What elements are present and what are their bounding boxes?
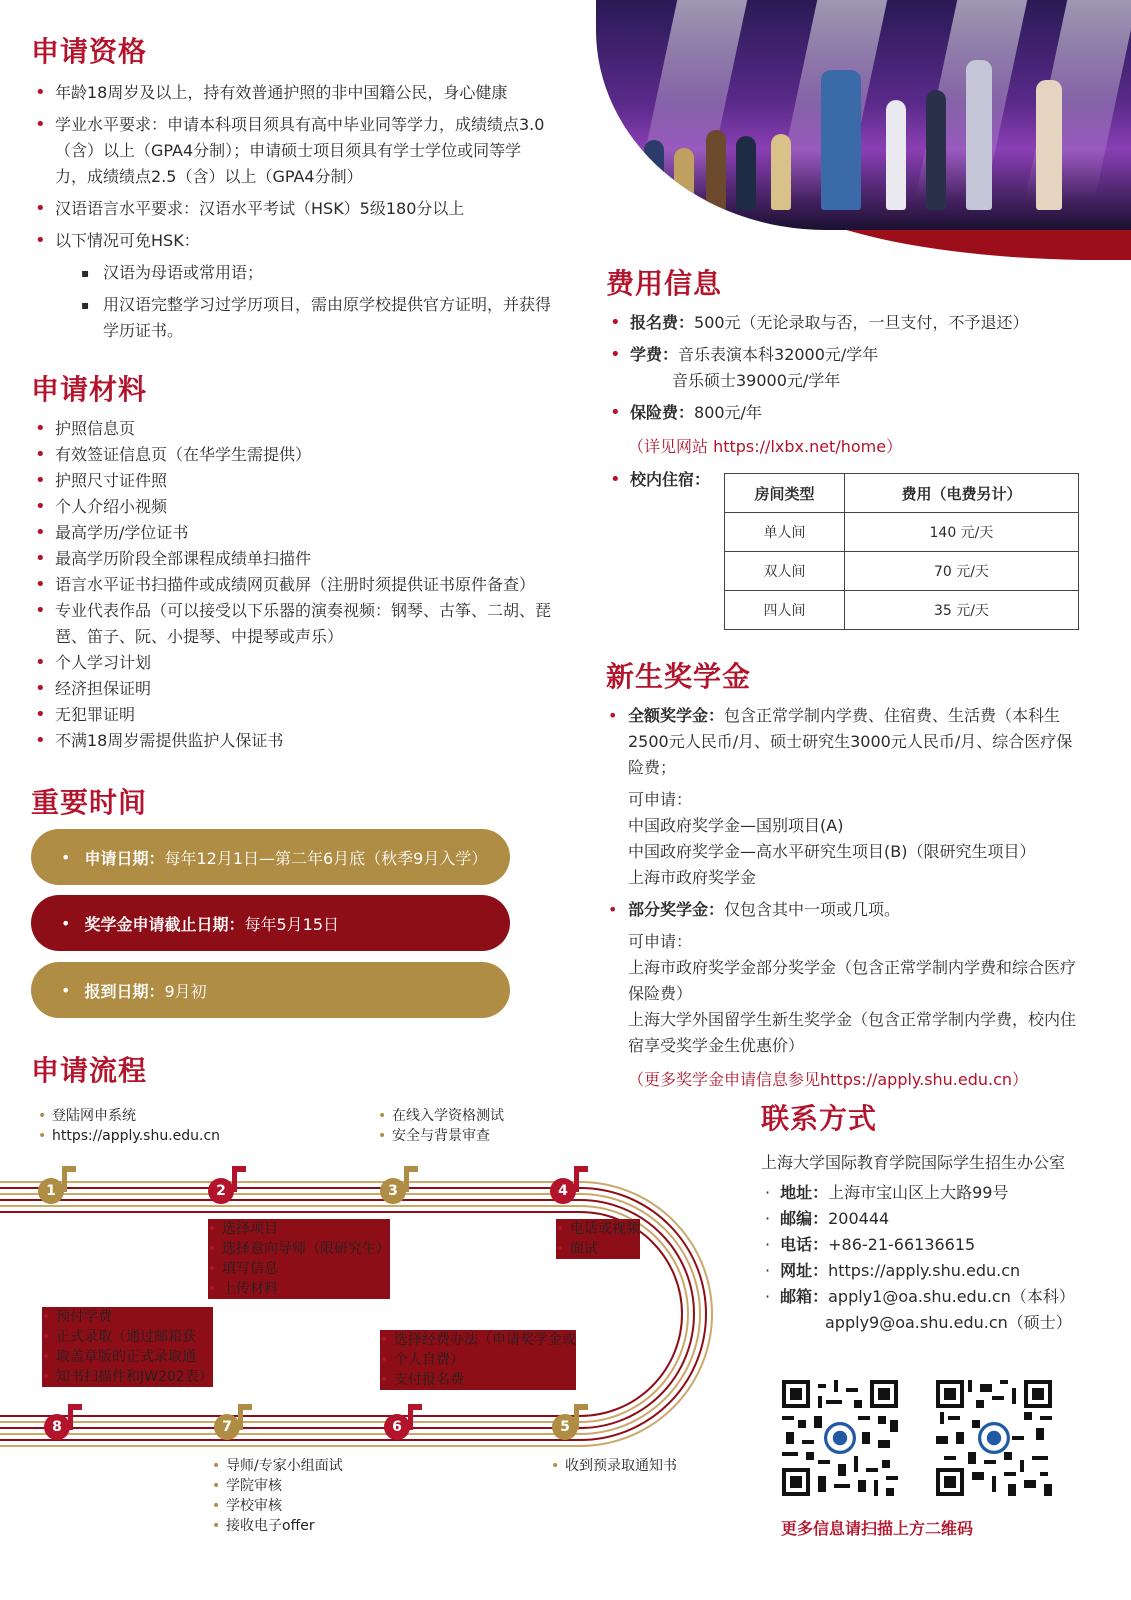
list-item: • 年龄18周岁及以上，持有效普通护照的非中国籍公民，身心健康 xyxy=(31,80,551,106)
step-1-text: • 登陆网申系统 • https://apply.shu.edu.cn xyxy=(38,1106,220,1146)
step-2-marker: 2 xyxy=(208,1178,234,1204)
list-item: • 校内住宿： xyxy=(606,467,726,493)
contact-office: 上海大学国际教育学院国际学生招生办公室 xyxy=(761,1153,1066,1172)
list-item: • 护照尺寸证件照 xyxy=(31,468,551,494)
contact-website[interactable]: · 网址：https://apply.shu.edu.cn xyxy=(765,1261,1021,1280)
hsk-exempt-label: 以下情况可免HSK： xyxy=(55,231,200,250)
list-item: • 专业代表作品（可以接受以下乐器的演奏视频：钢琴、古筝、二胡、琵琶、笛子、阮、小提琴、中提琴或声乐） xyxy=(31,598,551,650)
list-item: • 学费：音乐表演本科32000元/学年 音乐硕士39000元/学年 xyxy=(606,342,1106,394)
contact-email-2[interactable]: apply9@oa.shu.edu.cn（硕士） xyxy=(825,1313,1072,1332)
step-6-marker: 6 xyxy=(384,1414,410,1440)
step-4-marker: 4 xyxy=(550,1178,576,1204)
contact-address: · 地址：上海市宝山区上大路99号 xyxy=(765,1183,1009,1202)
contact-title: 联系方式 xyxy=(761,1102,878,1135)
list-item: • 护照信息页 xyxy=(31,416,551,442)
table-row: 单人间 140 元/天 xyxy=(725,513,1079,552)
list-item: • 学业水平要求：申请本科项目须具有高中毕业同等学力，成绩绩点3.0（含）以上（GPA4分制）；申请硕士项目须具有学士学位或同等学力，成绩绩点2.5（含）以上（GPA4分制） xyxy=(31,112,551,190)
step-8-marker: 8 xyxy=(44,1414,70,1440)
process-title: 申请流程 xyxy=(31,1054,148,1087)
step-6-text: • 选择经费办法（申请奖学金或 • 个人自费） • 支付报名费 xyxy=(380,1330,576,1390)
stage-performance-photo xyxy=(596,0,1131,230)
step-1-marker: 1 xyxy=(38,1178,64,1204)
table-row: 四人间 35 元/天 xyxy=(725,591,1079,630)
application-date-pill: • 申请日期： 每年12月1日—第二年6月底（秋季9月入学） xyxy=(31,829,510,885)
list-item: ▪ 用汉语完整学习过学历项目，需由原学校提供官方证明，并获得学历证书。 xyxy=(55,292,551,344)
table-header: 房间类型 xyxy=(725,474,845,513)
pill-value: 每年5月15日 xyxy=(244,914,339,934)
step-7-marker: 7 xyxy=(214,1414,240,1440)
scholarship-body: • 全额奖学金：包含正常学制内学费、住宿费、生活费（本科生2500元人民币/月、硕士研究生3000元人民币/月、综合医疗保险费； 可申请： 中国政府奖学金—国别项目(A) 中国政府奖学金—高水平研究生项目(B)（限研究生项目） 上海市政府奖学金 • 部分奖学金：仅包含其中一项或几项。 可申请： 上海市政府奖学金部分奖学金（包含正常学制内学费和综合医疗保险费） 上海大学外国留学生新生奖学金（包含正常学制内学费，校内住宿享受奖学金生优惠价） （更多奖学金申请信息参见https://apply.shu.edu.cn） xyxy=(606,703,1086,1093)
fees-list xyxy=(606,310,1106,432)
housing-list xyxy=(606,467,726,499)
step-5-text: • 收到预录取通知书 xyxy=(551,1456,677,1476)
eligibility-list xyxy=(31,80,551,350)
materials-title: 申请材料 xyxy=(31,373,148,406)
list-item: • 报名费：500元（无论录取与否，一旦支付，不予退还） xyxy=(606,310,1106,336)
step-7-text: • 导师/专家小组面试 • 学院审核 • 学校审核 • 接收电子offer xyxy=(212,1456,343,1536)
list-item: • 有效签证信息页（在华学生需提供） xyxy=(31,442,551,468)
step-3-marker: 3 xyxy=(380,1178,406,1204)
partial-scholarship: • 部分奖学金：仅包含其中一项或几项。 xyxy=(608,900,901,919)
materials-list xyxy=(31,416,551,754)
pill-label: 奖学金申请截止日期： xyxy=(84,914,245,934)
list-item: • 个人学习计划 xyxy=(31,650,551,676)
table-header: 费用（电费另计） xyxy=(844,474,1078,513)
list-item: • 保险费：800元/年 xyxy=(606,400,1106,426)
qr-caption: 更多信息请扫描上方二维码 xyxy=(781,1519,974,1538)
contact-phone: · 电话：+86-21-66136615 xyxy=(765,1235,976,1254)
insurance-link[interactable]: （详见网站 https://lxbx.net/home） xyxy=(628,437,903,456)
table-row: 双人间 70 元/天 xyxy=(725,552,1079,591)
step-4-text: • 电话或视频 • 面试 xyxy=(556,1219,640,1259)
step-5-marker: 5 xyxy=(552,1414,578,1440)
list-item: • 最高学历/学位证书 xyxy=(31,520,551,546)
list-item: • 语言水平证书扫描件或成绩网页截屏（注册时须提供证书原件备查） xyxy=(31,572,551,598)
registration-date-pill: • 报到日期： 9月初 xyxy=(31,962,510,1018)
contact-email[interactable]: · 邮箱：apply1@oa.shu.edu.cn（本科） xyxy=(765,1287,1075,1306)
scholarship-deadline-pill: • 奖学金申请截止日期： 每年5月15日 xyxy=(31,895,510,951)
process-track xyxy=(0,1160,760,1450)
list-item: • 汉语语言水平要求：汉语水平考试（HSK）5级180分以上 xyxy=(31,196,551,222)
scholarship-title: 新生奖学金 xyxy=(606,660,752,693)
step-8-text: • 预付学费 • 正式录取（通过邮箱获 • 取盖章版的正式录取通 • 知书扫描件和JW202表） xyxy=(42,1307,213,1387)
list-item: • 个人介绍小视频 xyxy=(31,494,551,520)
contact-list xyxy=(761,1180,1121,1336)
list-item xyxy=(31,228,551,344)
step-3-text: • 在线入学资格测试 • 安全与背景审查 xyxy=(378,1106,504,1146)
dates-title: 重要时间 xyxy=(31,786,148,819)
scholarship-link[interactable]: （更多奖学金申请信息参见https://apply.shu.edu.cn） xyxy=(628,1070,1029,1089)
fees-title: 费用信息 xyxy=(606,267,723,300)
full-scholarship: • 全额奖学金：包含正常学制内学费、住宿费、生活费（本科生2500元人民币/月、硕士研究生3000元人民币/月、综合医疗保险费； xyxy=(608,706,1073,777)
housing-fee-table xyxy=(724,473,1079,630)
pill-label: 报到日期： xyxy=(84,981,165,1001)
eligibility-title: 申请资格 xyxy=(31,35,148,68)
step-2-text: • 选择项目 • 选择意向导师（限研究生） • 填写信息 • 上传材料 xyxy=(208,1219,390,1299)
qr-code-icon[interactable] xyxy=(936,1380,1052,1496)
list-item: • 无犯罪证明 xyxy=(31,702,551,728)
list-item: • 最高学历阶段全部课程成绩单扫描件 xyxy=(31,546,551,572)
pill-label: 申请日期： xyxy=(84,848,165,868)
list-item: • 经济担保证明 xyxy=(31,676,551,702)
pill-value: 9月初 xyxy=(164,981,207,1001)
pill-value: 每年12月1日—第二年6月底（秋季9月入学） xyxy=(164,848,488,868)
list-item: • 不满18周岁需提供监护人保证书 xyxy=(31,728,551,754)
hsk-exempt-list xyxy=(55,260,551,344)
qr-code-icon[interactable] xyxy=(782,1380,898,1496)
contact-postcode: · 邮编：200444 xyxy=(765,1209,890,1228)
list-item: ▪ 汉语为母语或常用语； xyxy=(55,260,551,286)
